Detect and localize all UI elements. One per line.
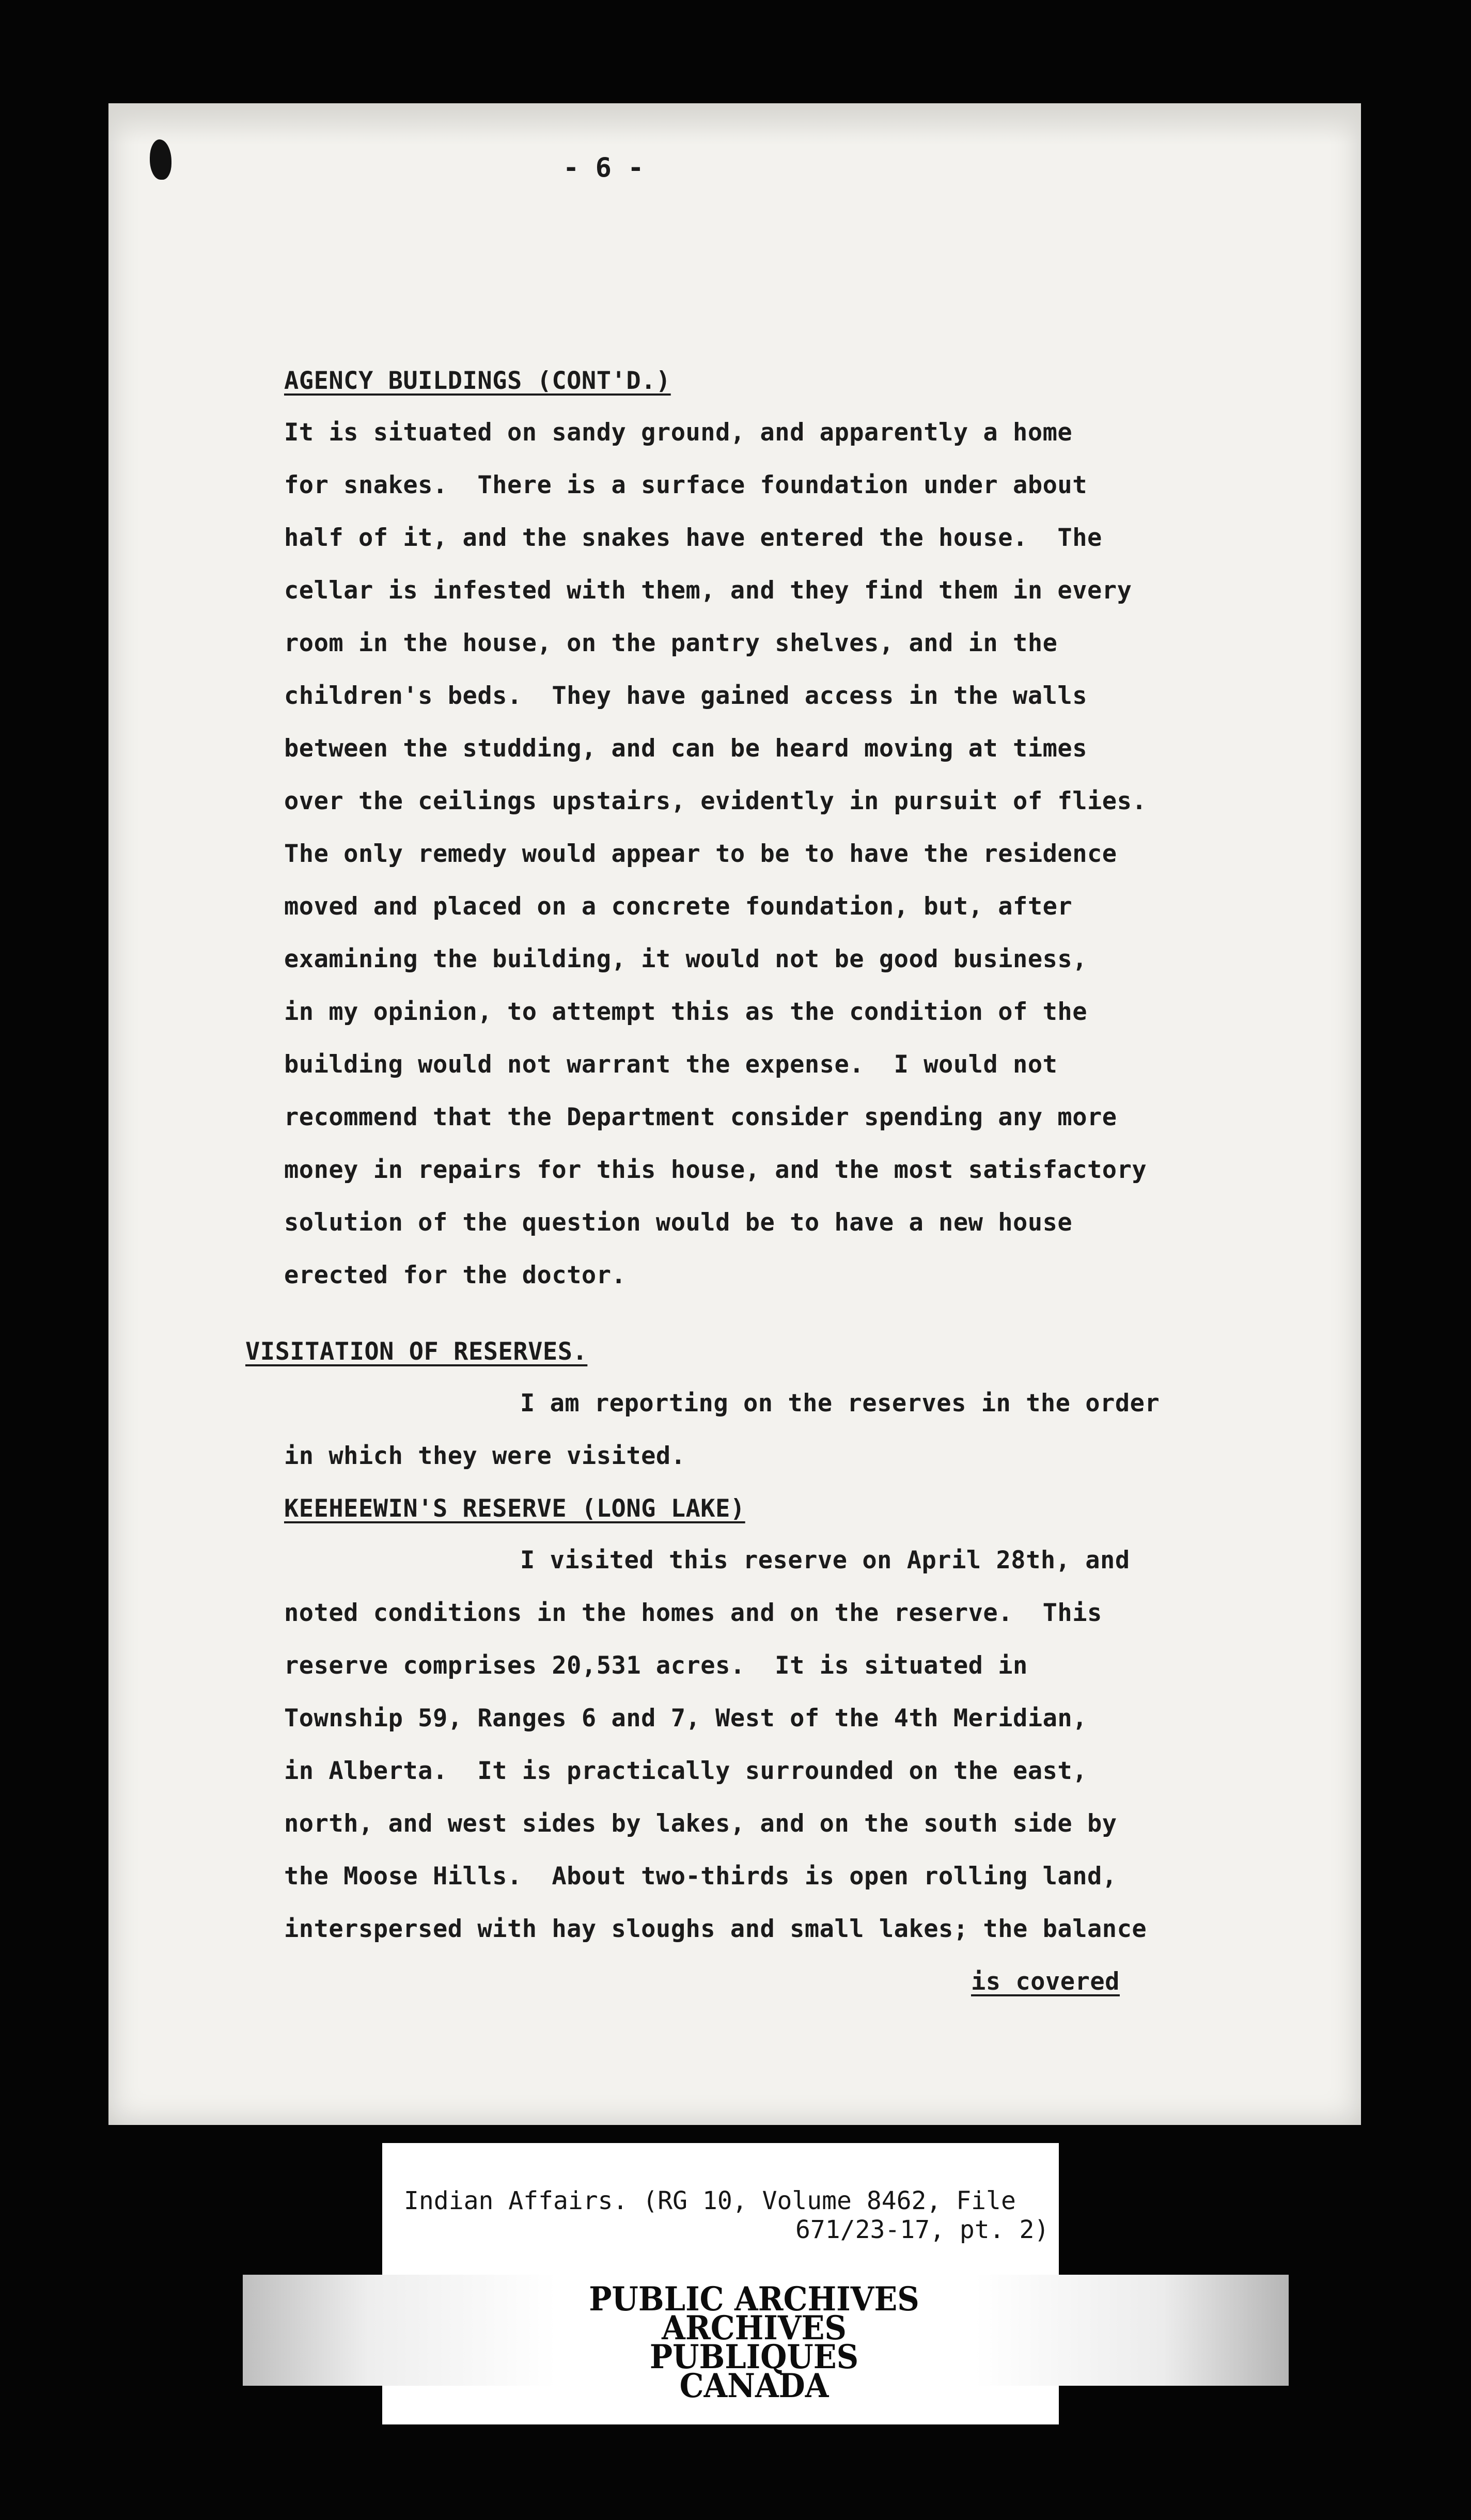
body-line: It is situated on sandy ground, and apparently a home xyxy=(284,418,1073,447)
body-line: interspersed with hay sloughs and small lakes; the balance xyxy=(284,1915,1147,1943)
body-line: Township 59, Ranges 6 and 7, West of the 4th Meridian, xyxy=(284,1704,1088,1732)
body-line: building would not warrant the expense. I would not xyxy=(284,1050,1058,1079)
citation-line: 671/23-17, pt. 2) xyxy=(795,2215,1050,2244)
citation-line: Indian Affairs. (RG 10, Volume 8462, File xyxy=(404,2186,1016,2215)
body-line: cellar is infested with them, and they find them in every xyxy=(284,576,1132,605)
body-line: noted conditions in the homes and on the reserve. This xyxy=(284,1599,1102,1627)
page-number: - 6 - xyxy=(563,152,644,183)
body-line: solution of the question would be to have a new house xyxy=(284,1208,1073,1237)
body-line: the Moose Hills. About two-thirds is open rolling land, xyxy=(284,1862,1117,1891)
stamp-line: ARCHIVES PUBLIQUES xyxy=(649,2309,859,2376)
body-line: north, and west sides by lakes, and on the south side by xyxy=(284,1809,1117,1838)
body-line: in Alberta. It is practically surrounded on the east, xyxy=(284,1757,1088,1785)
body-line: in which they were visited. xyxy=(284,1442,686,1470)
section-heading-keeheewin: KEEHEEWIN'S RESERVE (LONG LAKE) xyxy=(284,1494,745,1523)
stamp-line: PUBLIC ARCHIVES xyxy=(589,2280,919,2319)
body-line: moved and placed on a concrete foundation, but, after xyxy=(284,892,1073,921)
archives-stamp xyxy=(578,2280,930,2405)
body-line: recommend that the Department consider spending any more xyxy=(284,1103,1117,1131)
stamp-line: CANADA xyxy=(679,2367,829,2405)
body-line: I am reporting on the reserves in the order xyxy=(520,1389,1160,1418)
body-line: reserve comprises 20,531 acres. It is situated in xyxy=(284,1651,1028,1680)
body-line: room in the house, on the pantry shelves, and in the xyxy=(284,629,1058,657)
catchword: is covered xyxy=(971,1967,1120,1996)
body-line: examining the building, it would not be good business, xyxy=(284,945,1088,973)
section-heading-visitation: VISITATION OF RESERVES. xyxy=(245,1337,588,1366)
body-line: for snakes. There is a surface foundation under about xyxy=(284,471,1088,499)
body-line: I visited this reserve on April 28th, and xyxy=(520,1546,1130,1574)
body-line: half of it, and the snakes have entered the house. The xyxy=(284,524,1102,552)
body-line: money in repairs for this house, and the most satisfactory xyxy=(284,1156,1147,1184)
body-line: in my opinion, to attempt this as the condition of the xyxy=(284,998,1088,1026)
section-heading-agency-buildings: AGENCY BUILDINGS (CONT'D.) xyxy=(284,367,671,395)
body-line: erected for the doctor. xyxy=(284,1261,627,1289)
body-line: The only remedy would appear to be to have the residence xyxy=(284,840,1117,868)
body-line: over the ceilings upstairs, evidently in pursuit of flies. xyxy=(284,787,1147,815)
body-line: between the studding, and can be heard moving at times xyxy=(284,734,1088,763)
body-line: children's beds. They have gained access in the walls xyxy=(284,682,1088,710)
